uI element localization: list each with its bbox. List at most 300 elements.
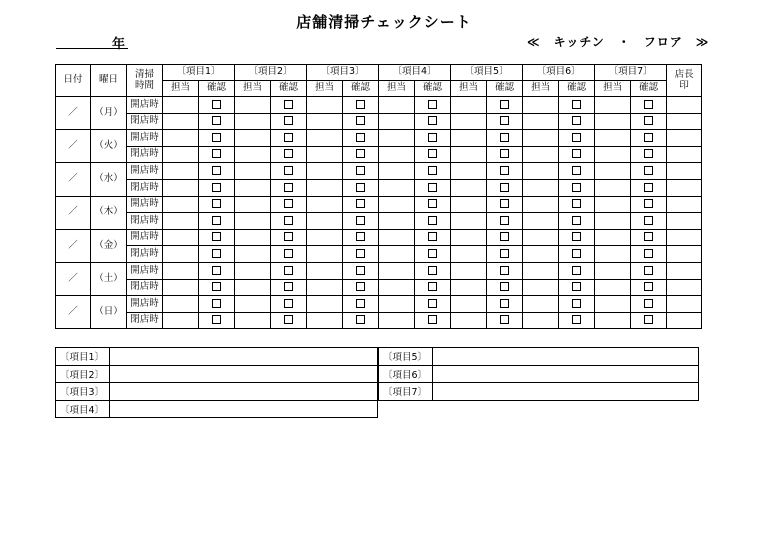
person-cell[interactable] xyxy=(595,113,631,130)
person-cell[interactable] xyxy=(307,246,343,263)
confirm-cell xyxy=(487,179,523,196)
checkbox[interactable] xyxy=(428,133,437,142)
table-row xyxy=(56,213,702,230)
confirm-cell xyxy=(271,229,307,246)
note-field[interactable] xyxy=(110,365,378,383)
note-row xyxy=(56,348,378,366)
person-cell[interactable] xyxy=(595,262,631,279)
person-cell[interactable] xyxy=(451,296,487,313)
checkbox[interactable] xyxy=(212,116,221,125)
manager-stamp-cell[interactable] xyxy=(667,130,702,147)
header-confirm-1: 確認 xyxy=(199,81,235,97)
checkbox[interactable] xyxy=(356,315,365,324)
person-cell[interactable] xyxy=(163,163,199,180)
checkbox[interactable] xyxy=(356,100,365,109)
checkbox[interactable] xyxy=(428,100,437,109)
person-cell[interactable] xyxy=(595,163,631,180)
person-cell[interactable] xyxy=(235,213,271,230)
checkbox[interactable] xyxy=(356,232,365,241)
checkbox[interactable] xyxy=(212,249,221,258)
checkbox[interactable] xyxy=(500,232,509,241)
note-label: 〔項目3〕 xyxy=(56,383,110,401)
confirm-cell xyxy=(271,246,307,263)
confirm-cell xyxy=(199,312,235,329)
checkbox[interactable] xyxy=(212,232,221,241)
person-cell[interactable] xyxy=(523,279,559,296)
checkbox[interactable] xyxy=(572,199,581,208)
notes-right-table xyxy=(378,347,699,401)
checkbox[interactable] xyxy=(572,282,581,291)
confirm-cell xyxy=(487,262,523,279)
person-cell[interactable] xyxy=(163,113,199,130)
note-field[interactable] xyxy=(110,348,378,366)
person-cell[interactable] xyxy=(307,196,343,213)
checkbox[interactable] xyxy=(284,216,293,225)
person-cell[interactable] xyxy=(235,296,271,313)
person-cell[interactable] xyxy=(379,229,415,246)
checkbox[interactable] xyxy=(284,249,293,258)
checkbox[interactable] xyxy=(644,315,653,324)
confirm-cell xyxy=(487,213,523,230)
checkbox[interactable] xyxy=(428,166,437,175)
checkbox[interactable] xyxy=(356,116,365,125)
checkbox[interactable] xyxy=(428,315,437,324)
weekday-cell: （木） xyxy=(91,196,127,229)
confirm-cell xyxy=(199,213,235,230)
person-cell[interactable] xyxy=(307,163,343,180)
confirm-cell xyxy=(271,296,307,313)
note-field[interactable] xyxy=(433,348,699,366)
person-cell[interactable] xyxy=(451,113,487,130)
checkbox[interactable] xyxy=(428,116,437,125)
person-cell[interactable] xyxy=(163,246,199,263)
confirm-cell xyxy=(487,163,523,180)
header-item-6: 〔項目6〕 xyxy=(523,65,595,81)
person-cell[interactable] xyxy=(523,296,559,313)
person-cell[interactable] xyxy=(595,312,631,329)
person-cell[interactable] xyxy=(235,312,271,329)
checkbox[interactable] xyxy=(356,216,365,225)
checkbox[interactable] xyxy=(644,149,653,158)
person-cell[interactable] xyxy=(523,163,559,180)
date-cell[interactable]: ／ xyxy=(56,262,91,295)
person-cell[interactable] xyxy=(379,146,415,163)
note-field[interactable] xyxy=(110,383,378,401)
checkbox[interactable] xyxy=(284,232,293,241)
checkbox[interactable] xyxy=(644,133,653,142)
checkbox[interactable] xyxy=(212,282,221,291)
checkbox[interactable] xyxy=(428,199,437,208)
note-row xyxy=(56,365,378,383)
checkbox[interactable] xyxy=(572,299,581,308)
person-cell[interactable] xyxy=(379,113,415,130)
note-field[interactable] xyxy=(433,365,699,383)
checkbox[interactable] xyxy=(500,183,509,192)
person-cell[interactable] xyxy=(307,279,343,296)
checkbox[interactable] xyxy=(284,116,293,125)
checkbox[interactable] xyxy=(572,149,581,158)
confirm-cell xyxy=(271,179,307,196)
confirm-cell xyxy=(631,262,667,279)
checkbox[interactable] xyxy=(644,199,653,208)
person-cell[interactable] xyxy=(379,279,415,296)
confirm-cell xyxy=(631,146,667,163)
person-cell[interactable] xyxy=(379,312,415,329)
checkbox[interactable] xyxy=(500,133,509,142)
checkbox[interactable] xyxy=(284,199,293,208)
person-cell[interactable] xyxy=(307,312,343,329)
manager-stamp-cell[interactable] xyxy=(667,262,702,279)
person-cell[interactable] xyxy=(307,97,343,114)
checkbox[interactable] xyxy=(500,266,509,275)
date-cell[interactable]: ／ xyxy=(56,296,91,329)
checkbox[interactable] xyxy=(284,100,293,109)
checkbox[interactable] xyxy=(212,100,221,109)
date-cell[interactable]: ／ xyxy=(56,97,91,130)
checkbox[interactable] xyxy=(500,166,509,175)
checkbox[interactable] xyxy=(644,249,653,258)
header-person-2: 担当 xyxy=(235,81,271,97)
checkbox[interactable] xyxy=(572,116,581,125)
checkbox[interactable] xyxy=(212,183,221,192)
checkbox[interactable] xyxy=(356,199,365,208)
note-row xyxy=(56,400,378,418)
checkbox[interactable] xyxy=(356,166,365,175)
table-row xyxy=(56,229,702,246)
person-cell[interactable] xyxy=(379,213,415,230)
confirm-cell xyxy=(415,163,451,180)
person-cell[interactable] xyxy=(523,229,559,246)
confirm-cell xyxy=(631,113,667,130)
person-cell[interactable] xyxy=(163,262,199,279)
confirm-cell xyxy=(271,262,307,279)
checkbox[interactable] xyxy=(644,166,653,175)
person-cell[interactable] xyxy=(163,179,199,196)
person-cell[interactable] xyxy=(235,130,271,147)
person-cell[interactable] xyxy=(307,213,343,230)
checkbox[interactable] xyxy=(428,282,437,291)
confirm-cell xyxy=(631,296,667,313)
confirm-cell xyxy=(559,262,595,279)
checkbox[interactable] xyxy=(356,249,365,258)
checkbox[interactable] xyxy=(500,216,509,225)
person-cell[interactable] xyxy=(451,262,487,279)
manager-stamp-cell[interactable] xyxy=(667,312,702,329)
person-cell[interactable] xyxy=(595,97,631,114)
checkbox[interactable] xyxy=(212,133,221,142)
person-cell[interactable] xyxy=(523,179,559,196)
checkbox[interactable] xyxy=(644,100,653,109)
person-cell[interactable] xyxy=(379,130,415,147)
person-cell[interactable] xyxy=(523,130,559,147)
person-cell[interactable] xyxy=(595,146,631,163)
header-weekday: 曜日 xyxy=(91,65,127,97)
person-cell[interactable] xyxy=(379,262,415,279)
time-cell: 開店時 xyxy=(127,97,163,114)
manager-stamp-cell[interactable] xyxy=(667,146,702,163)
person-cell[interactable] xyxy=(163,312,199,329)
confirm-cell xyxy=(415,312,451,329)
person-cell[interactable] xyxy=(595,130,631,147)
confirm-cell xyxy=(631,163,667,180)
checkbox[interactable] xyxy=(500,282,509,291)
confirm-cell xyxy=(415,246,451,263)
checkbox[interactable] xyxy=(572,183,581,192)
person-cell[interactable] xyxy=(235,262,271,279)
person-cell[interactable] xyxy=(379,246,415,263)
person-cell[interactable] xyxy=(379,296,415,313)
checkbox[interactable] xyxy=(428,149,437,158)
confirm-cell xyxy=(343,262,379,279)
person-cell[interactable] xyxy=(235,97,271,114)
person-cell[interactable] xyxy=(307,296,343,313)
person-cell[interactable] xyxy=(451,163,487,180)
checkbox[interactable] xyxy=(500,100,509,109)
table-row xyxy=(56,262,702,279)
person-cell[interactable] xyxy=(163,279,199,296)
manager-stamp-cell[interactable] xyxy=(667,296,702,313)
header-date: 日付 xyxy=(56,65,91,97)
person-cell[interactable] xyxy=(451,179,487,196)
manager-stamp-cell[interactable] xyxy=(667,113,702,130)
person-cell[interactable] xyxy=(235,179,271,196)
person-cell[interactable] xyxy=(523,312,559,329)
confirm-cell xyxy=(487,196,523,213)
person-cell[interactable] xyxy=(379,179,415,196)
confirm-cell xyxy=(199,279,235,296)
checkbox[interactable] xyxy=(284,266,293,275)
confirm-cell xyxy=(487,296,523,313)
confirm-cell xyxy=(631,279,667,296)
person-cell[interactable] xyxy=(379,196,415,213)
person-cell[interactable] xyxy=(307,146,343,163)
confirm-cell xyxy=(271,97,307,114)
checkbox[interactable] xyxy=(284,166,293,175)
person-cell[interactable] xyxy=(307,179,343,196)
date-cell[interactable]: ／ xyxy=(56,196,91,229)
person-cell[interactable] xyxy=(523,246,559,263)
person-cell[interactable] xyxy=(595,229,631,246)
person-cell[interactable] xyxy=(595,279,631,296)
checkbox[interactable] xyxy=(644,216,653,225)
confirm-cell xyxy=(199,229,235,246)
person-cell[interactable] xyxy=(235,146,271,163)
checkbox[interactable] xyxy=(644,282,653,291)
confirm-cell xyxy=(559,163,595,180)
person-cell[interactable] xyxy=(235,246,271,263)
person-cell[interactable] xyxy=(523,113,559,130)
person-cell[interactable] xyxy=(379,163,415,180)
checkbox[interactable] xyxy=(356,282,365,291)
checkbox[interactable] xyxy=(572,232,581,241)
checkbox[interactable] xyxy=(572,133,581,142)
checkbox[interactable] xyxy=(284,183,293,192)
checkbox[interactable] xyxy=(356,133,365,142)
table-row xyxy=(56,163,702,180)
checkbox[interactable] xyxy=(212,299,221,308)
checkbox[interactable] xyxy=(428,266,437,275)
checkbox[interactable] xyxy=(212,266,221,275)
person-cell[interactable] xyxy=(451,312,487,329)
checkbox[interactable] xyxy=(284,282,293,291)
checkbox[interactable] xyxy=(500,299,509,308)
confirm-cell xyxy=(631,229,667,246)
checkbox[interactable] xyxy=(212,166,221,175)
confirm-cell xyxy=(199,296,235,313)
person-cell[interactable] xyxy=(163,130,199,147)
header-confirm-6: 確認 xyxy=(559,81,595,97)
checkbox[interactable] xyxy=(212,199,221,208)
manager-stamp-cell[interactable] xyxy=(667,279,702,296)
person-cell[interactable] xyxy=(523,213,559,230)
confirm-cell xyxy=(271,213,307,230)
table-row xyxy=(56,312,702,329)
checkbox[interactable] xyxy=(428,299,437,308)
person-cell[interactable] xyxy=(307,262,343,279)
person-cell[interactable] xyxy=(523,146,559,163)
person-cell[interactable] xyxy=(235,196,271,213)
confirm-cell xyxy=(415,146,451,163)
person-cell[interactable] xyxy=(235,229,271,246)
person-cell[interactable] xyxy=(163,296,199,313)
manager-stamp-cell[interactable] xyxy=(667,179,702,196)
checkbox[interactable] xyxy=(428,249,437,258)
checkbox[interactable] xyxy=(572,166,581,175)
person-cell[interactable] xyxy=(451,196,487,213)
checkbox[interactable] xyxy=(644,116,653,125)
person-cell[interactable] xyxy=(523,196,559,213)
person-cell[interactable] xyxy=(451,97,487,114)
table-row xyxy=(56,113,702,130)
checkbox[interactable] xyxy=(500,315,509,324)
person-cell[interactable] xyxy=(595,296,631,313)
note-field[interactable] xyxy=(433,383,699,401)
checkbox[interactable] xyxy=(284,149,293,158)
checkbox[interactable] xyxy=(356,266,365,275)
person-cell[interactable] xyxy=(163,97,199,114)
person-cell[interactable] xyxy=(307,130,343,147)
confirm-cell xyxy=(487,97,523,114)
checkbox[interactable] xyxy=(500,199,509,208)
date-cell[interactable]: ／ xyxy=(56,130,91,163)
time-cell: 閉店時 xyxy=(127,179,163,196)
confirm-cell xyxy=(199,262,235,279)
person-cell[interactable] xyxy=(163,213,199,230)
person-cell[interactable] xyxy=(451,146,487,163)
person-cell[interactable] xyxy=(451,279,487,296)
checkbox[interactable] xyxy=(644,266,653,275)
confirm-cell xyxy=(271,130,307,147)
header-confirm-7: 確認 xyxy=(631,81,667,97)
checkbox[interactable] xyxy=(644,232,653,241)
checkbox[interactable] xyxy=(428,183,437,192)
checkbox[interactable] xyxy=(500,249,509,258)
person-cell[interactable] xyxy=(163,229,199,246)
date-cell[interactable]: ／ xyxy=(56,163,91,196)
person-cell[interactable] xyxy=(523,97,559,114)
year-field[interactable] xyxy=(56,34,128,52)
confirm-cell xyxy=(415,113,451,130)
header-person-4: 担当 xyxy=(379,81,415,97)
header-item-1: 〔項目1〕 xyxy=(163,65,235,81)
date-cell[interactable]: ／ xyxy=(56,229,91,262)
checkbox[interactable] xyxy=(428,232,437,241)
person-cell[interactable] xyxy=(595,179,631,196)
manager-stamp-cell[interactable] xyxy=(667,246,702,263)
person-cell[interactable] xyxy=(595,196,631,213)
confirm-cell xyxy=(487,312,523,329)
checkbox[interactable] xyxy=(572,100,581,109)
header-manager-stamp: 店長 印 xyxy=(667,65,702,97)
confirm-cell xyxy=(343,213,379,230)
person-cell[interactable] xyxy=(451,130,487,147)
checkbox[interactable] xyxy=(284,133,293,142)
manager-stamp-cell[interactable] xyxy=(667,163,702,180)
person-cell[interactable] xyxy=(235,279,271,296)
confirm-cell xyxy=(559,97,595,114)
checkbox[interactable] xyxy=(572,216,581,225)
checkbox[interactable] xyxy=(572,315,581,324)
person-cell[interactable] xyxy=(163,146,199,163)
checkbox[interactable] xyxy=(356,183,365,192)
person-cell[interactable] xyxy=(307,113,343,130)
weekday-cell: （月） xyxy=(91,97,127,130)
checkbox[interactable] xyxy=(212,149,221,158)
header-person-6: 担当 xyxy=(523,81,559,97)
checkbox[interactable] xyxy=(284,299,293,308)
header-person-5: 担当 xyxy=(451,81,487,97)
person-cell[interactable] xyxy=(307,229,343,246)
time-cell: 閉店時 xyxy=(127,312,163,329)
person-cell[interactable] xyxy=(163,196,199,213)
checkbox[interactable] xyxy=(212,216,221,225)
person-cell[interactable] xyxy=(595,213,631,230)
person-cell[interactable] xyxy=(451,213,487,230)
checkbox[interactable] xyxy=(212,315,221,324)
confirm-cell xyxy=(271,312,307,329)
person-cell[interactable] xyxy=(451,229,487,246)
person-cell[interactable] xyxy=(523,262,559,279)
time-cell: 閉店時 xyxy=(127,213,163,230)
checkbox[interactable] xyxy=(284,315,293,324)
checkbox[interactable] xyxy=(500,116,509,125)
confirm-cell xyxy=(631,196,667,213)
note-field[interactable] xyxy=(110,400,378,418)
checkbox[interactable] xyxy=(356,149,365,158)
person-cell[interactable] xyxy=(595,246,631,263)
confirm-cell xyxy=(343,130,379,147)
checkbox[interactable] xyxy=(356,299,365,308)
person-cell[interactable] xyxy=(379,97,415,114)
checkbox[interactable] xyxy=(572,266,581,275)
person-cell[interactable] xyxy=(235,113,271,130)
manager-stamp-cell[interactable] xyxy=(667,213,702,230)
manager-stamp-cell[interactable] xyxy=(667,229,702,246)
checkbox[interactable] xyxy=(644,299,653,308)
person-cell[interactable] xyxy=(235,163,271,180)
manager-stamp-cell[interactable] xyxy=(667,97,702,114)
checkbox[interactable] xyxy=(428,216,437,225)
checkbox[interactable] xyxy=(500,149,509,158)
checkbox[interactable] xyxy=(572,249,581,258)
confirm-cell xyxy=(415,229,451,246)
manager-stamp-cell[interactable] xyxy=(667,196,702,213)
confirm-cell xyxy=(343,246,379,263)
person-cell[interactable] xyxy=(451,246,487,263)
confirm-cell xyxy=(559,113,595,130)
weekday-cell: （日） xyxy=(91,296,127,329)
checkbox[interactable] xyxy=(644,183,653,192)
